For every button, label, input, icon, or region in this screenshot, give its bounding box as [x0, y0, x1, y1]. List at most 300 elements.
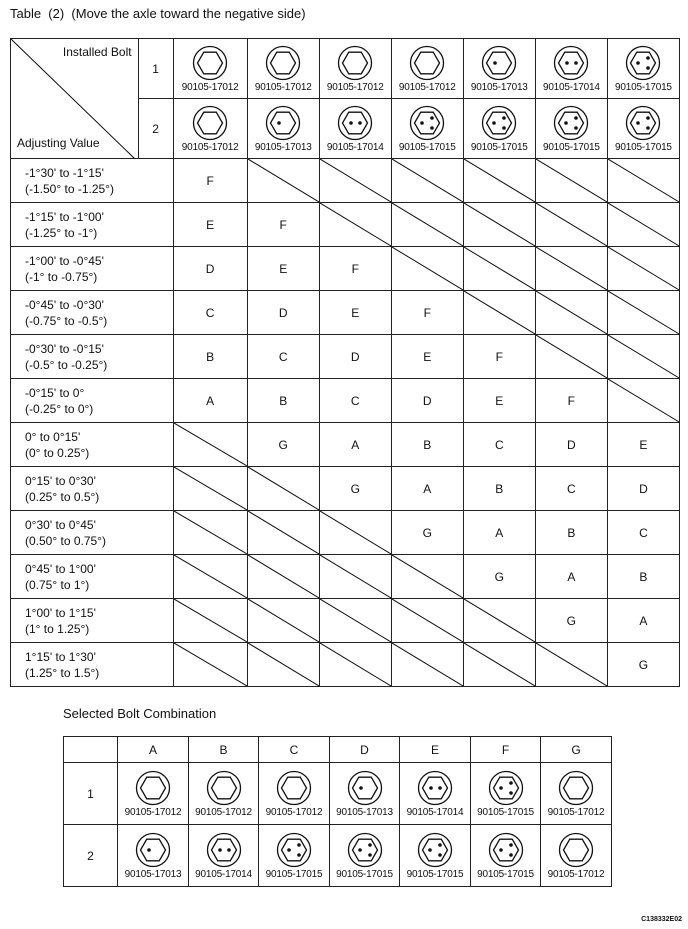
diagonal-slash	[536, 159, 607, 202]
bolt-figure	[248, 45, 319, 93]
not-applicable-cell	[535, 291, 607, 335]
combination-letter: A	[463, 511, 535, 555]
bolt-cell	[173, 99, 247, 159]
combination-letter: E	[463, 379, 535, 423]
bolt-dot	[368, 853, 372, 857]
diagonal-slash	[464, 159, 535, 202]
diagonal-slash	[464, 599, 535, 642]
bolt-cell	[319, 39, 391, 99]
part-number: 90105-17012	[124, 806, 182, 818]
diagonal-slash	[320, 555, 391, 598]
bolt-cell	[535, 39, 607, 99]
bolt-cell	[607, 99, 679, 159]
not-applicable-cell	[463, 599, 535, 643]
combination-letter: B	[247, 379, 319, 423]
diagonal-slash	[392, 643, 463, 686]
adjusting-value-degrees: (0.50° to 0.75°)	[25, 533, 106, 548]
bolt-cell	[391, 99, 463, 159]
bolt-figure	[330, 832, 399, 880]
diagonal-slash	[174, 643, 247, 686]
part-number: 90105-17012	[265, 806, 323, 818]
combination-letter: D	[319, 335, 391, 379]
part-number: 90105-17013	[470, 81, 528, 93]
diagonal-slash	[608, 335, 679, 378]
row-number: 2	[64, 825, 118, 887]
bolt-cell	[330, 825, 400, 887]
not-applicable-cell	[607, 291, 679, 335]
bolt-cell	[319, 99, 391, 159]
figure-code: C138332E02	[641, 916, 682, 923]
part-number: 90105-17012	[195, 806, 252, 818]
not-applicable-cell	[391, 159, 463, 203]
not-applicable-cell	[463, 203, 535, 247]
bolt-cell	[463, 99, 535, 159]
bolt-dot	[218, 848, 222, 852]
part-number: 90105-17012	[326, 81, 384, 93]
adjusting-value-degrees: (-1° to -0.75°)	[25, 269, 98, 284]
bolt-cell	[463, 39, 535, 99]
bolt-cell	[259, 825, 330, 887]
diagonal-slash	[392, 599, 463, 642]
bolt-head-icon	[558, 770, 594, 806]
combination-letter: C	[535, 467, 607, 511]
bolt-dot	[647, 126, 651, 130]
diagonal-slash	[536, 247, 607, 290]
combination-letter: G	[247, 423, 319, 467]
combination-letter: D	[607, 467, 679, 511]
installed-bolt-row	[11, 39, 680, 99]
part-number: 90105-17015	[336, 868, 393, 880]
bolt-dot	[297, 853, 301, 857]
bolt-cell	[541, 763, 612, 825]
bolt-head-icon	[409, 105, 445, 141]
not-applicable-cell	[535, 247, 607, 291]
combination-letter: F	[247, 203, 319, 247]
bolt-dot	[647, 56, 651, 60]
adjusting-value-degrees: (0.75° to 1°)	[25, 577, 90, 592]
part-number: 90105-17012	[181, 81, 239, 93]
bolt-dot	[509, 781, 513, 785]
bolt-dot	[438, 786, 442, 790]
bolt-dot	[575, 126, 579, 130]
bolt-dot	[502, 126, 506, 130]
bolt-figure	[174, 105, 247, 153]
combination-header: D	[330, 737, 400, 763]
diagonal-slash	[608, 203, 679, 246]
not-applicable-cell	[319, 511, 391, 555]
part-number: 90105-17015	[542, 141, 600, 153]
diagonal-slash	[608, 159, 679, 202]
combination-header-row	[64, 737, 612, 763]
bolt-dot	[499, 786, 503, 790]
bolt-figure	[536, 105, 607, 153]
bolt-dot	[509, 843, 513, 847]
adjusting-value-degrees: (0° to 0.25°)	[25, 445, 90, 460]
bolt-head-icon	[417, 770, 453, 806]
bolt-cell	[471, 825, 541, 887]
bolt-cell	[541, 825, 612, 887]
bolt-dot	[509, 791, 513, 795]
diagonal-slash	[174, 599, 247, 642]
bolt-figure	[536, 45, 607, 93]
combination-letter: G	[319, 467, 391, 511]
not-applicable-cell	[247, 643, 319, 687]
bolt-head-icon	[553, 45, 589, 81]
combination-letter: A	[607, 599, 679, 643]
adjusting-value	[11, 423, 174, 467]
diagonal-slash	[248, 467, 319, 510]
combination-row	[64, 763, 612, 825]
adjustment-row	[11, 555, 680, 599]
not-applicable-cell	[173, 599, 247, 643]
adjusting-value-minutes: 0°30' to 0°45'	[25, 517, 96, 532]
adjustment-row	[11, 203, 680, 247]
diagonal-slash	[464, 643, 535, 686]
adjusting-value	[11, 335, 174, 379]
adjusting-value-minutes: -1°30' to -1°15'	[25, 165, 104, 180]
not-applicable-cell	[173, 511, 247, 555]
not-applicable-cell	[173, 555, 247, 599]
part-number: 90105-17015	[615, 81, 672, 93]
diagonal-slash	[248, 599, 319, 642]
part-number: 90105-17014	[406, 806, 464, 818]
bolt-cell	[173, 39, 247, 99]
not-applicable-cell	[607, 203, 679, 247]
bolt-dot	[287, 848, 291, 852]
bolt-dot	[637, 61, 641, 65]
not-applicable-cell	[535, 335, 607, 379]
diagonal-slash	[392, 555, 463, 598]
bolt-cell	[607, 39, 679, 99]
combination-title: Selected Bolt Combination	[63, 706, 217, 721]
bolt-dot	[647, 116, 651, 120]
bolt-dot	[349, 121, 353, 125]
adjusting-value	[11, 203, 174, 247]
diagonal-slash	[174, 467, 247, 510]
diagonal-slash	[248, 555, 319, 598]
adjusting-value	[11, 467, 174, 511]
combination-letter: E	[391, 335, 463, 379]
not-applicable-cell	[391, 203, 463, 247]
bolt-head-icon	[206, 832, 242, 868]
combination-letter: D	[247, 291, 319, 335]
bolt-dot	[566, 61, 570, 65]
diagonal-slash	[536, 291, 607, 334]
bolt-figure	[248, 105, 319, 153]
adjusting-value-minutes: 1°00' to 1°15'	[25, 605, 96, 620]
part-number: 90105-17015	[470, 141, 528, 153]
bolt-dot	[297, 843, 301, 847]
bolt-head-icon	[337, 105, 373, 141]
bolt-figure	[392, 45, 463, 93]
combination-header: F	[471, 737, 541, 763]
bolt-cell	[247, 99, 319, 159]
bolt-head-icon	[276, 832, 312, 868]
bolt-figure	[471, 770, 540, 818]
part-number: 90105-17014	[326, 141, 384, 153]
not-applicable-cell	[247, 467, 319, 511]
bolt-head-icon	[337, 45, 373, 81]
combination-header: G	[541, 737, 612, 763]
bolt-dot	[429, 786, 433, 790]
adjustment-row	[11, 247, 680, 291]
combination-letter: B	[607, 555, 679, 599]
diagonal-slash	[320, 511, 391, 554]
bolt-dot	[420, 121, 424, 125]
bolt-dot	[438, 843, 442, 847]
part-number: 90105-17014	[195, 868, 252, 880]
adjustment-table	[10, 38, 680, 687]
adjusting-value-degrees: (-1.25° to -1°)	[25, 225, 98, 240]
combination-letter: F	[391, 291, 463, 335]
combination-letter: B	[173, 335, 247, 379]
bolt-figure	[392, 105, 463, 153]
bolt-cell	[400, 825, 471, 887]
adjustment-row	[11, 511, 680, 555]
combination-letter: C	[319, 379, 391, 423]
page-title: Table (2) (Move the axle toward the negative side)	[10, 6, 306, 21]
row-number: 1	[138, 39, 173, 99]
not-applicable-cell	[319, 599, 391, 643]
diagonal-slash	[536, 643, 607, 686]
adjusting-value	[11, 291, 174, 335]
combination-letter: A	[173, 379, 247, 423]
bolt-figure	[464, 105, 535, 153]
diagonal-slash	[608, 247, 679, 290]
adjusting-value-degrees: (-0.5° to -0.25°)	[25, 357, 108, 372]
part-number: 90105-17013	[254, 141, 312, 153]
diagonal-slash	[464, 291, 535, 334]
bolt-dot	[430, 126, 434, 130]
not-applicable-cell	[463, 159, 535, 203]
bolt-dot	[637, 121, 641, 125]
adjusting-value	[11, 643, 174, 687]
combination-letter: D	[173, 247, 247, 291]
part-number: 90105-17014	[542, 81, 600, 93]
diagonal-slash	[248, 511, 319, 554]
combination-letter: F	[319, 247, 391, 291]
part-number: 90105-17012	[254, 81, 312, 93]
adjusting-value-label: Adjusting Value	[17, 136, 100, 150]
row-number: 1	[64, 763, 118, 825]
corner-header	[11, 39, 139, 159]
adjusting-value-minutes: -0°15' to 0°	[25, 385, 85, 400]
bolt-head-icon	[276, 770, 312, 806]
part-number: 90105-17012	[547, 868, 605, 880]
adjustment-row	[11, 643, 680, 687]
bolt-dot	[277, 121, 281, 125]
bolt-cell	[259, 763, 330, 825]
adjusting-value-minutes: -0°30' to -0°15'	[25, 341, 104, 356]
adjusting-value-minutes: -0°45' to -0°30'	[25, 297, 104, 312]
combination-letter: D	[535, 423, 607, 467]
bolt-dot	[227, 848, 231, 852]
bolt-cell	[535, 99, 607, 159]
combination-letter: G	[535, 599, 607, 643]
blank-header-cell	[64, 737, 118, 763]
combination-letter: A	[535, 555, 607, 599]
not-applicable-cell	[319, 159, 391, 203]
bolt-dot	[430, 116, 434, 120]
adjustment-row	[11, 291, 680, 335]
bolt-dot	[493, 61, 497, 65]
adjustment-row	[11, 159, 680, 203]
adjusting-value	[11, 247, 174, 291]
combination-letter: A	[391, 467, 463, 511]
bolt-figure	[464, 45, 535, 93]
bolt-cell	[118, 763, 189, 825]
diagonal-slash	[392, 247, 463, 290]
bolt-figure	[189, 770, 258, 818]
adjusting-value	[11, 159, 174, 203]
bolt-dot	[438, 853, 442, 857]
bolt-head-icon	[625, 45, 661, 81]
bolt-cell	[400, 763, 471, 825]
bolt-head-icon	[135, 832, 171, 868]
not-applicable-cell	[391, 555, 463, 599]
combination-letter: G	[463, 555, 535, 599]
not-applicable-cell	[463, 291, 535, 335]
diagonal-slash	[320, 203, 391, 246]
adjusting-value	[11, 511, 174, 555]
bolt-dot	[147, 848, 151, 852]
not-applicable-cell	[319, 643, 391, 687]
diagonal-slash	[174, 423, 247, 466]
not-applicable-cell	[607, 379, 679, 423]
bolt-dot	[647, 66, 651, 70]
diagonal-slash	[392, 203, 463, 246]
not-applicable-cell	[173, 467, 247, 511]
bolt-figure	[471, 832, 540, 880]
row-number: 2	[138, 99, 173, 159]
bolt-head-icon	[409, 45, 445, 81]
not-applicable-cell	[535, 203, 607, 247]
combination-letter: E	[319, 291, 391, 335]
bolt-figure	[259, 832, 329, 880]
adjusting-value-minutes: 0°15' to 0°30'	[25, 473, 96, 488]
combination-letter: B	[391, 423, 463, 467]
combination-row	[64, 825, 612, 887]
bolt-head-icon	[553, 105, 589, 141]
adjustment-row	[11, 467, 680, 511]
combination-letter: G	[607, 643, 679, 687]
combination-header: A	[118, 737, 189, 763]
diagonal-slash	[608, 379, 679, 422]
not-applicable-cell	[535, 159, 607, 203]
bolt-dot	[359, 786, 363, 790]
adjustment-row	[11, 599, 680, 643]
diagonal-slash	[464, 203, 535, 246]
not-applicable-cell	[391, 643, 463, 687]
not-applicable-cell	[319, 555, 391, 599]
part-number: 90105-17012	[398, 81, 456, 93]
combination-letter: F	[535, 379, 607, 423]
combination-letter: C	[607, 511, 679, 555]
adjustment-row	[11, 423, 680, 467]
bolt-head-icon	[265, 45, 301, 81]
combination-letter: A	[319, 423, 391, 467]
adjusting-value	[11, 379, 174, 423]
part-number: 90105-17015	[265, 868, 323, 880]
bolt-head-icon	[135, 770, 171, 806]
combination-letter: C	[173, 291, 247, 335]
bolt-dot	[368, 843, 372, 847]
bolt-figure	[400, 770, 470, 818]
not-applicable-cell	[535, 643, 607, 687]
bolt-head-icon	[192, 45, 228, 81]
bolt-head-icon	[488, 770, 524, 806]
bolt-combination-table	[63, 736, 612, 887]
bolt-dot	[509, 853, 513, 857]
bolt-dot	[502, 116, 506, 120]
diagonal-slash	[248, 643, 319, 686]
adjusting-value-degrees: (0.25° to 0.5°)	[25, 489, 100, 504]
part-number: 90105-17015	[615, 141, 672, 153]
bolt-head-icon	[206, 770, 242, 806]
bolt-cell	[189, 825, 259, 887]
bolt-dot	[565, 121, 569, 125]
bolt-cell	[471, 763, 541, 825]
bolt-head-icon	[558, 832, 594, 868]
combination-letter: B	[463, 467, 535, 511]
diagonal-slash	[320, 159, 391, 202]
bolt-figure	[320, 45, 391, 93]
diagonal-slash	[464, 247, 535, 290]
bolt-figure	[118, 832, 188, 880]
adjusting-value	[11, 599, 174, 643]
bolt-head-icon	[417, 832, 453, 868]
adjusting-value-degrees: (-0.25° to 0°)	[25, 401, 94, 416]
part-number: 90105-17013	[124, 868, 182, 880]
bolt-head-icon	[347, 770, 383, 806]
diagonal-slash	[536, 335, 607, 378]
bolt-figure	[118, 770, 188, 818]
bolt-head-icon	[347, 832, 383, 868]
bolt-dot	[575, 61, 579, 65]
not-applicable-cell	[173, 643, 247, 687]
combination-letter: D	[391, 379, 463, 423]
part-number: 90105-17015	[398, 141, 456, 153]
bolt-dot	[575, 116, 579, 120]
combination-letter: G	[391, 511, 463, 555]
not-applicable-cell	[247, 159, 319, 203]
not-applicable-cell	[463, 247, 535, 291]
installed-bolt-label: Installed Bolt	[62, 45, 132, 59]
part-number: 90105-17015	[477, 806, 534, 818]
bolt-head-icon	[265, 105, 301, 141]
part-number: 90105-17013	[336, 806, 393, 818]
bolt-dot	[358, 121, 362, 125]
part-number: 90105-17012	[547, 806, 605, 818]
adjusting-value-minutes: 0° to 0°15'	[25, 429, 81, 444]
bolt-head-icon	[488, 832, 524, 868]
bolt-cell	[118, 825, 189, 887]
bolt-cell	[247, 39, 319, 99]
bolt-figure	[259, 770, 329, 818]
not-applicable-cell	[391, 247, 463, 291]
bolt-figure	[608, 105, 679, 153]
not-applicable-cell	[607, 247, 679, 291]
diagonal-slash	[174, 511, 247, 554]
bolt-dot	[492, 121, 496, 125]
diagonal-slash	[174, 555, 247, 598]
bolt-figure	[608, 45, 679, 93]
diagonal-slash	[320, 599, 391, 642]
not-applicable-cell	[247, 555, 319, 599]
bolt-dot	[358, 848, 362, 852]
bolt-dot	[499, 848, 503, 852]
bolt-head-icon	[481, 45, 517, 81]
